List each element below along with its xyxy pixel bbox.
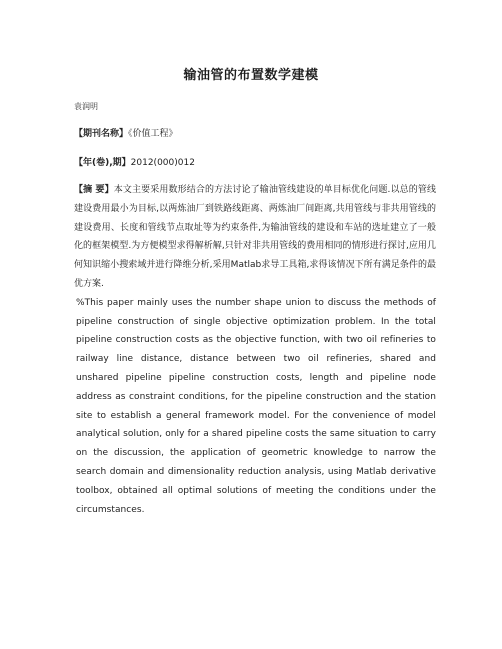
- abstract-block: [74, 181, 436, 519]
- abstract-chinese-text: 本文主要采用数形结合的方法讨论了输油管线建设的单目标优化问题.以总的管线建设费用最小为目标,以两炼油厂到铁路线距离、两炼油厂间距离,共用管线与非共用管线的建设费用、长度和管线节点取址等为约束条件,为输油管线的建设和车站的选址建立了一般化的框架模型.为方便模型求得解析解,只针对非共用管线的费用相同的情形进行探讨,应用几何知识缩小搜索域并进行降维分析,采用Matlab求导工具箱,求得该情况下所有满足条件的最优方案.: [74, 185, 436, 289]
- author-name: 袁润明: [74, 102, 98, 111]
- issue-line: [74, 155, 195, 168]
- journal-label: 【期刊名称】: [74, 129, 129, 139]
- journal-value: 《价值工程》: [128, 129, 178, 139]
- journal-line: [74, 126, 178, 139]
- issue-label: 【年(卷),期】: [74, 158, 131, 168]
- issue-value: 2012(000)012: [130, 158, 195, 168]
- abstract-english-text: %This paper mainly uses the number shape union to discuss the methods of pipeline construction of single objective optimization problem. In the total pipeline construction costs as the objective function, with two oil refineries to railway line distance, distance between two oil refineries, shared and unshared pipeline pipeline construction costs, length and pipeline node address as constraint conditions, for the pipeline construction and the station site to establish a general framework model. For the convenience of model analytical solution, only for a shared pipeline costs the same situation to carry on the discussion, the application of geometric knowledge to narrow the search domain and dimensionality reduction analysis, using Matlab derivative toolbox, obtained all optimal solutions of meeting the conditions under the circumstances.: [76, 297, 436, 515]
- paper-title: 输油管的布置数学建模: [183, 68, 319, 83]
- abstract-label: 【摘 要】: [74, 185, 114, 195]
